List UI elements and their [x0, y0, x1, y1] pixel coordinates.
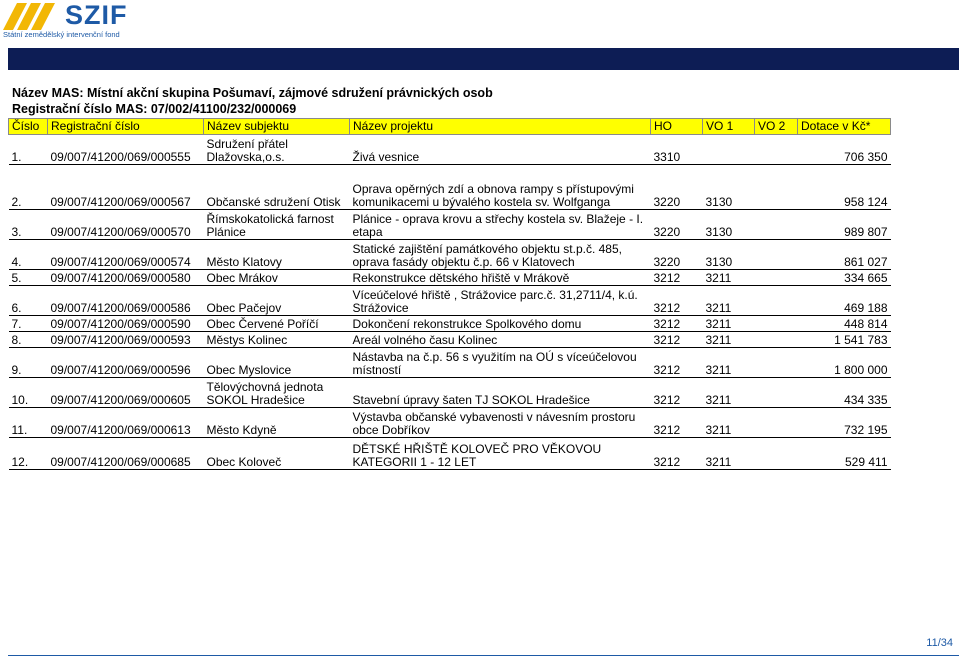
vo1-code: 3211 [703, 348, 755, 378]
registration-number: 09/007/41200/069/000605 [48, 378, 204, 408]
header-cell: VO 2 [755, 119, 798, 135]
registration-number: 09/007/41200/069/000590 [48, 316, 204, 332]
registration-number: 09/007/41200/069/000613 [48, 408, 204, 438]
header-cell: Název subjektu [204, 119, 350, 135]
vo2-code [755, 165, 798, 210]
vo1-code: 3211 [703, 332, 755, 348]
vo2-code [755, 240, 798, 270]
mas-registration: Registrační číslo MAS: 07/002/41100/232/000069 [12, 102, 297, 116]
subject-name: Město Kdyně [204, 408, 350, 438]
project-name: Rekonstrukce dětského hřiště v Mrákově [350, 270, 651, 286]
subject-name: Tělovýchovná jednota SOKOL Hradešice [204, 378, 350, 408]
table-row [9, 240, 891, 270]
header-cell: Dotace v Kč* [798, 119, 891, 135]
row-number: 3. [9, 210, 48, 240]
table-row [9, 286, 891, 316]
vo1-code: 3130 [703, 240, 755, 270]
row-number: 7. [9, 316, 48, 332]
project-name: Areál volného času Kolinec [350, 332, 651, 348]
grant-amount: 706 350 [798, 135, 891, 165]
project-name: Víceúčelové hřiště , Strážovice parc.č. 31,2711/4, k.ú. Strážovice [350, 286, 651, 316]
ho-code: 3212 [651, 378, 703, 408]
ho-code: 3212 [651, 316, 703, 332]
vo1-code [703, 135, 755, 165]
vo2-code [755, 332, 798, 348]
table-row [9, 165, 891, 210]
ho-code: 3220 [651, 210, 703, 240]
row-number: 6. [9, 286, 48, 316]
vo2-code [755, 348, 798, 378]
vo1-code: 3211 [703, 408, 755, 438]
header-cell: Název projektu [350, 119, 651, 135]
table-row [9, 438, 891, 470]
project-name: DĚTSKÉ HŘIŠTĚ KOLOVEČ PRO VĚKOVOU KATEGORII 1 - 12 LET [350, 438, 651, 470]
ho-code: 3212 [651, 438, 703, 470]
vo1-code: 3211 [703, 286, 755, 316]
table-row [9, 348, 891, 378]
registration-number: 09/007/41200/069/000555 [48, 135, 204, 165]
table-row [9, 332, 891, 348]
ho-code: 3220 [651, 240, 703, 270]
vo2-code [755, 378, 798, 408]
registration-number: 09/007/41200/069/000596 [48, 348, 204, 378]
project-name: Živá vesnice [350, 135, 651, 165]
project-table [8, 118, 891, 470]
row-number: 4. [9, 240, 48, 270]
header-cell: Registrační číslo [48, 119, 204, 135]
vo2-code [755, 270, 798, 286]
subject-name: Obec Červené Poříčí [204, 316, 350, 332]
brand-subtitle: Státní zemědělský intervenční fond [3, 30, 120, 39]
grant-amount: 958 124 [798, 165, 891, 210]
subject-name: Obec Koloveč [204, 438, 350, 470]
subject-name: Město Klatovy [204, 240, 350, 270]
registration-number: 09/007/41200/069/000580 [48, 270, 204, 286]
project-name: Oprava opěrných zdí a obnova rampy s přístupovými komunikacemi u bývalého kostela sv. Wolfganga [350, 165, 651, 210]
row-number: 10. [9, 378, 48, 408]
table-row [9, 135, 891, 165]
project-name: Statické zajištění památkového objektu st.p.č. 485, oprava fasády objektu č.p. 66 v Klatovech [350, 240, 651, 270]
registration-number: 09/007/41200/069/000586 [48, 286, 204, 316]
row-number: 2. [9, 165, 48, 210]
row-number: 5. [9, 270, 48, 286]
ho-code: 3212 [651, 286, 703, 316]
grant-amount: 529 411 [798, 438, 891, 470]
subject-name: Římskokatolická farnost Plánice [204, 210, 350, 240]
ho-code: 3212 [651, 348, 703, 378]
subject-name: Sdružení přátel Dlažovska,o.s. [204, 135, 350, 165]
row-number: 8. [9, 332, 48, 348]
grant-amount: 334 665 [798, 270, 891, 286]
subject-name: Městys Kolinec [204, 332, 350, 348]
mas-name: Název MAS: Místní akční skupina Pošumaví, zájmové sdružení právnických osob [12, 86, 493, 100]
vo2-code [755, 316, 798, 332]
grant-amount: 861 027 [798, 240, 891, 270]
ho-code: 3212 [651, 332, 703, 348]
grant-amount: 448 814 [798, 316, 891, 332]
vo1-code: 3130 [703, 165, 755, 210]
vo2-code [755, 286, 798, 316]
table-row [9, 210, 891, 240]
registration-number: 09/007/41200/069/000593 [48, 332, 204, 348]
ho-code: 3310 [651, 135, 703, 165]
table-row [9, 316, 891, 332]
vo2-code [755, 210, 798, 240]
grant-amount: 989 807 [798, 210, 891, 240]
grant-amount: 732 195 [798, 408, 891, 438]
vo1-code: 3130 [703, 210, 755, 240]
subject-name: Občanské sdružení Otisk [204, 165, 350, 210]
project-name: Dokončení rekonstrukce Spolkového domu [350, 316, 651, 332]
grant-amount: 469 188 [798, 286, 891, 316]
subject-name: Obec Myslovice [204, 348, 350, 378]
brand-name: SZIF [65, 0, 128, 30]
row-number: 1. [9, 135, 48, 165]
vo1-code: 3211 [703, 378, 755, 408]
project-name: Výstavba občanské vybavenosti v návesním prostoru obce Dobříkov [350, 408, 651, 438]
row-number: 9. [9, 348, 48, 378]
subject-name: Obec Pačejov [204, 286, 350, 316]
registration-number: 09/007/41200/069/000567 [48, 165, 204, 210]
row-number: 12. [9, 438, 48, 470]
header-cell: VO 1 [703, 119, 755, 135]
table-header-row [9, 119, 891, 135]
ho-code: 3212 [651, 270, 703, 286]
row-number: 11. [9, 408, 48, 438]
grant-amount: 1 541 783 [798, 332, 891, 348]
registration-number: 09/007/41200/069/000685 [48, 438, 204, 470]
vo1-code: 3211 [703, 270, 755, 286]
vo2-code [755, 438, 798, 470]
page-number: 11/34 [926, 637, 953, 649]
table-row [9, 378, 891, 408]
grant-amount: 434 335 [798, 378, 891, 408]
registration-number: 09/007/41200/069/000570 [48, 210, 204, 240]
ho-code: 3220 [651, 165, 703, 210]
ho-code: 3212 [651, 408, 703, 438]
table-row [9, 270, 891, 286]
szif-logo-icon [3, 3, 59, 30]
szif-logo [3, 0, 143, 39]
project-name: Stavební úpravy šaten TJ SOKOL Hradešice [350, 378, 651, 408]
vo1-code: 3211 [703, 438, 755, 470]
vo2-code [755, 135, 798, 165]
subject-name: Obec Mrákov [204, 270, 350, 286]
registration-number: 09/007/41200/069/000574 [48, 240, 204, 270]
vo2-code [755, 408, 798, 438]
table-row [9, 408, 891, 438]
project-name: Nástavba na č.p. 56 s využitím na OÚ s víceúčelovou místností [350, 348, 651, 378]
vo1-code: 3211 [703, 316, 755, 332]
header-cell: Číslo [9, 119, 48, 135]
project-name: Plánice - oprava krovu a střechy kostela sv. Blažeje - I. etapa [350, 210, 651, 240]
header-bar [8, 48, 959, 70]
header-cell: HO [651, 119, 703, 135]
grant-amount: 1 800 000 [798, 348, 891, 378]
